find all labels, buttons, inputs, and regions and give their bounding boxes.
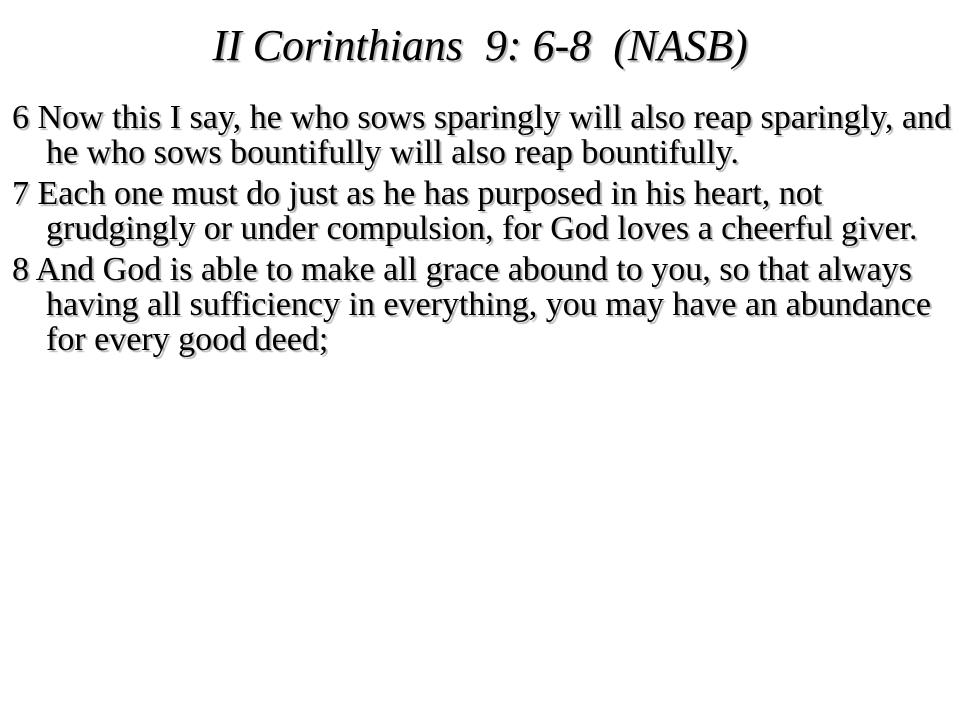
verse-list <box>12 100 952 363</box>
verse-8: 8 And God is able to make all grace abound to you, so that always having all sufficiency in everything, you may have an abundance for every good deed; <box>12 251 931 358</box>
verse-7: 7 Each one must do just as he has purposed in his heart, not grudgingly or under compulsion, for God loves a cheerful giver. <box>12 175 918 247</box>
verse-6: 6 Now this I say, he who sows sparingly will also reap sparingly, and he who sows bountifully will also reap bountifully. <box>12 99 951 171</box>
slide-title: II Corinthians 9: 6-8 (NASB) <box>212 21 748 70</box>
